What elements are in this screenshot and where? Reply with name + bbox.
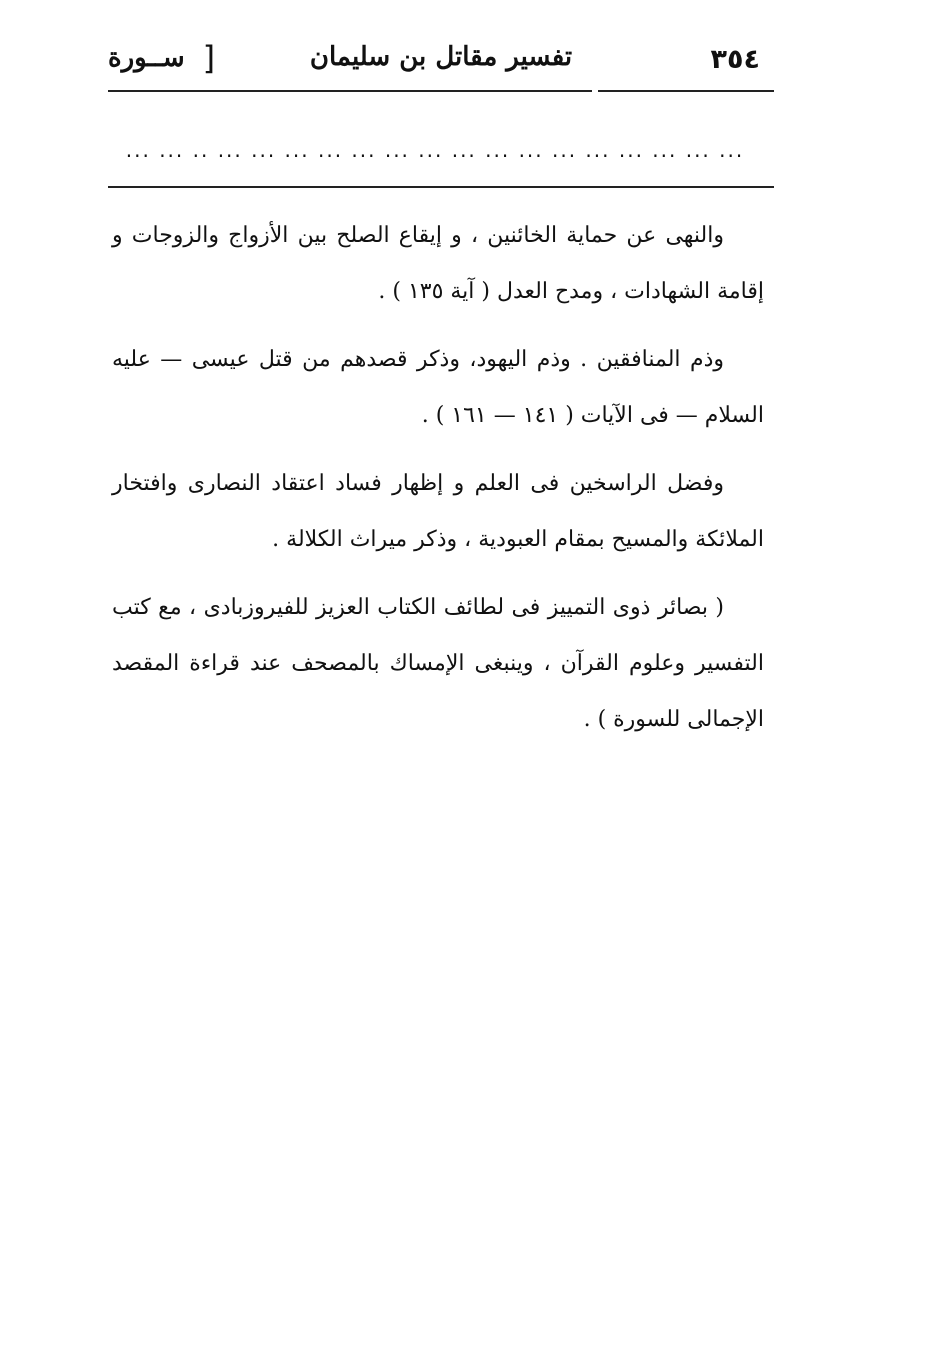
surah-label-text: ســورة [108,43,185,73]
header-rule [598,90,774,92]
opening-bracket: [ [202,39,216,77]
surah-label [108,39,216,77]
header-rule [108,90,592,92]
section-divider [108,186,774,188]
ellipsis-line: ... ... ... ... ... ... ... ... ... ... ... ... ... ... ... ... .. ... ... [125,138,745,162]
paragraph: ( بصائر ذوى التمييز فى لطائف الكتاب العزيز للفيروزبادى ، مع كتب التفسير وعلوم القرآن ، وينبغى الإمساك بالمصحف عند قراءة المقصد الإجمالى للسورة ) . [112,595,764,732]
paragraph: وذم المنافقين . وذم اليهود، وذكر قصدهم من قتل عيسى — عليه السلام — فى الآيات ( ١٤١ — ١٦١ ) . [112,347,764,428]
paragraph: والنهى عن حماية الخائنين ، و إيقاع الصلح بين الأزواج والزوجات و إقامة الشهادات ، ومدح العدل ( آية ١٣٥ ) . [112,223,764,304]
page-number: ٣٥٤ [710,44,760,75]
page-header [108,34,774,90]
body-text [112,208,764,760]
running-title: تفسير مقاتل بن سليمان [309,42,573,72]
paragraph: وفضل الراسخين فى العلم و إظهار فساد اعتقاد النصارى وافتخار الملائكة والمسيح بمقام العبودية ، وذكر ميراث الكلالة . [112,471,764,552]
